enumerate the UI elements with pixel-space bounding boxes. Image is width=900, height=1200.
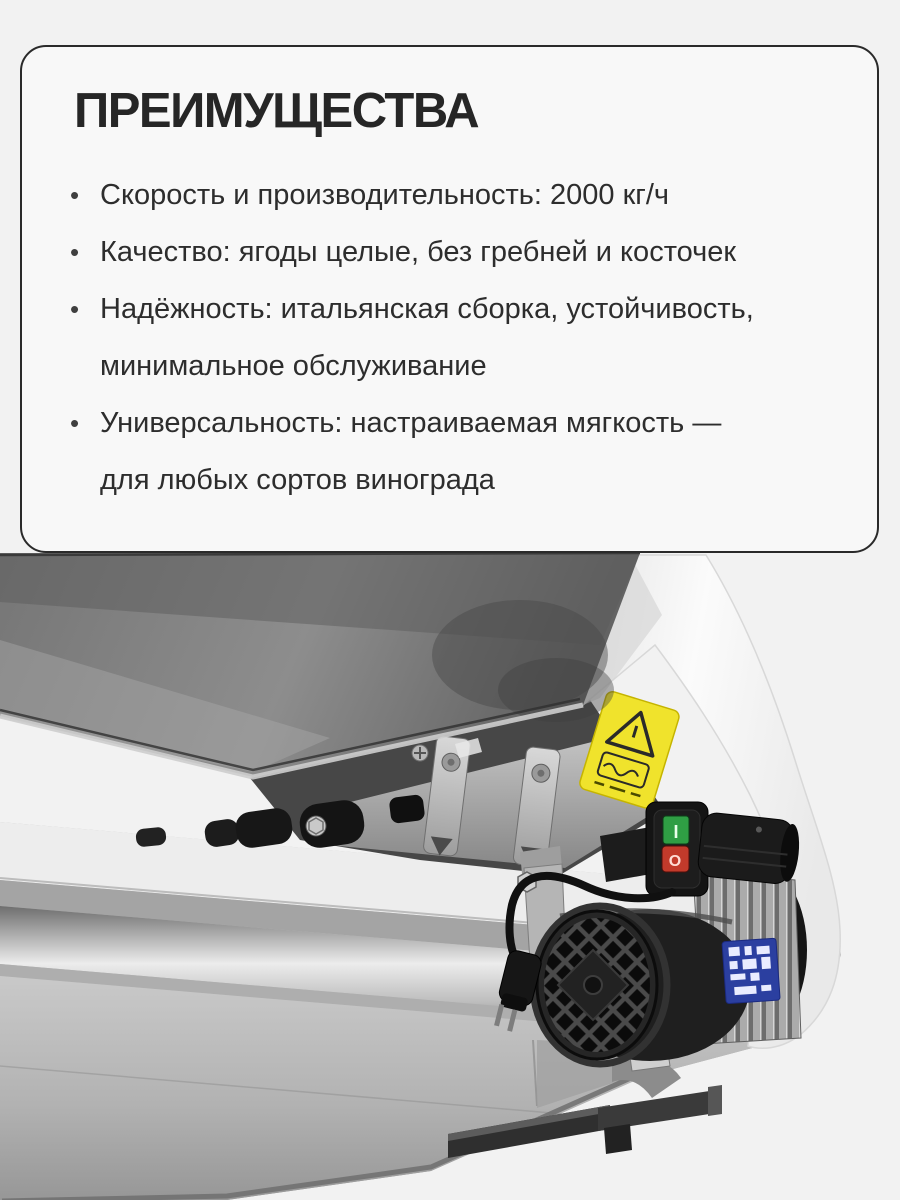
advantage-item — [70, 281, 837, 395]
advantage-text: для любых сортов винограда — [100, 464, 495, 496]
advantage-item — [70, 395, 837, 509]
switch-barrel — [697, 812, 802, 886]
advantage-text: Надёжность: итальянская сборка, устойчивость, — [100, 293, 754, 325]
foot-connector — [604, 1124, 632, 1154]
advantages-list — [70, 167, 837, 509]
bullet-dot: • — [70, 294, 80, 324]
page-title: ПРЕИМУЩЕСТВА — [74, 84, 479, 138]
advantage-item — [70, 167, 837, 224]
switch-on-label: I — [673, 822, 679, 842]
motor-nameplate — [722, 938, 780, 1004]
fan-hub — [584, 976, 602, 994]
bullet-dot: • — [70, 180, 80, 210]
bullet-dot: • — [70, 408, 80, 438]
switch-off-label: O — [668, 853, 682, 870]
advantage-text: минимальное обслуживание — [100, 350, 487, 382]
advantages-card — [20, 45, 879, 553]
bullet-dot: • — [70, 237, 80, 267]
advantage-text: Качество: ягоды целые, без гребней и косточек — [100, 236, 737, 268]
advantage-item — [70, 224, 837, 281]
advantage-text: Скорость и производительность: 2000 кг/ч — [100, 179, 669, 211]
product-photo — [0, 553, 900, 1200]
advantage-text: Универсальность: настраиваемая мягкость — — [100, 407, 722, 439]
destemmer-machine-illustration — [0, 553, 900, 1200]
